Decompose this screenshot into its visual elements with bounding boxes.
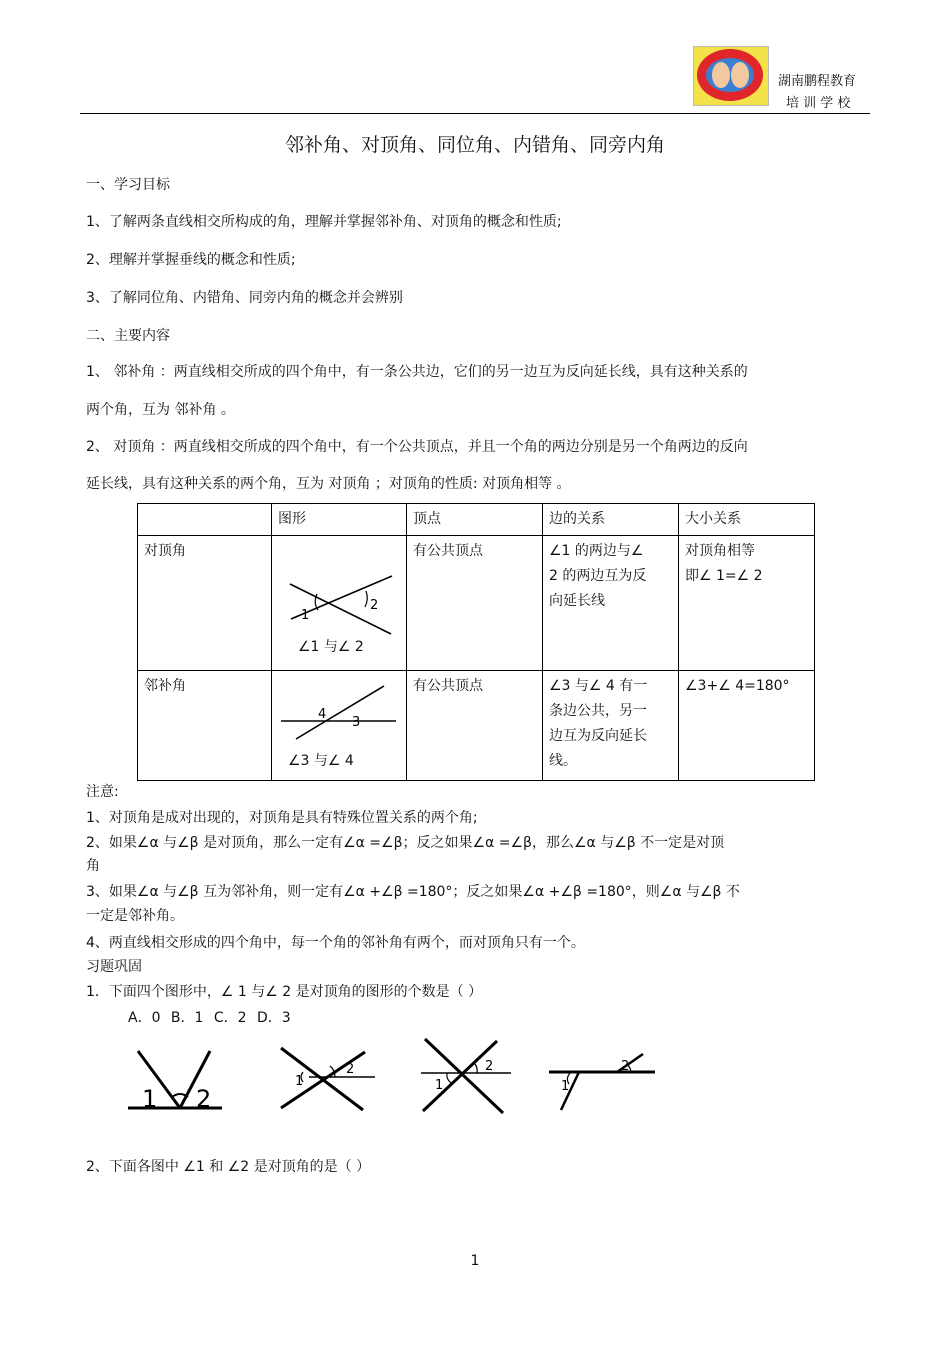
table-cell: 有公共顶点 [407,536,543,671]
table-header-cell: 图形 [272,504,407,536]
cell-text: 向延长线 [549,593,605,609]
fig-d-label-1: 1 [561,1079,570,1094]
table-cell: 有公共顶点 [407,671,543,781]
exercise-figure-a [120,1045,230,1115]
cell-text: 即∠ 1=∠ 2 [685,568,763,584]
section-heading: 二、主要内容 [86,328,170,344]
header-divider [80,113,870,114]
section-heading: 一、学习目标 [86,177,170,193]
table-cell [543,671,679,781]
angle-label-3: 3 [352,715,361,730]
goal-line: 1、了解两条直线相交所构成的角，理解并掌握邻补角、对顶角的概念和性质; [86,214,562,230]
school-logo [693,46,769,106]
goal-line: 2、理解并掌握垂线的概念和性质; [86,252,296,268]
table-cell: ∠3+∠ 4=180° [679,671,815,781]
table-header-cell [138,504,272,536]
fig-d-label-2: 2 [621,1059,630,1074]
table-header-cell: 顶点 [407,504,543,536]
note-line: 角 [86,858,100,874]
question-1-options: A．0 B．1 C．2 D．3 [128,1010,291,1026]
page-number: 1 [470,1253,480,1269]
fig-c-label-1: 1 [435,1078,444,1093]
angle-label-4: 4 [318,707,327,722]
page-title: 邻补角、对顶角、同位角、内错角、同旁内角 [284,134,665,156]
cell-text: ∠1 的两边与∠ [549,543,644,559]
org-name: 湖南鹏程教育 [778,74,857,89]
fig-a-label-2: 2 [196,1085,212,1113]
question-2: 2、下面各图中 ∠1 和 ∠2 是对顶角的是（ ） [86,1159,371,1175]
cell-text: 对顶角相等 [685,543,755,559]
note-line: 2、如果∠α 与∠β 是对顶角，那么一定有∠α =∠β；反之如果∠α =∠β，那么∠α 与∠β 不一定是对顶 [86,835,725,851]
goal-line: 3、了解同位角、内错角、同旁内角的概念并会辨别 [86,290,403,306]
figure-caption: ∠1 与∠ 2 [298,639,364,655]
angle-label-1: 1 [301,608,310,623]
table-header-cell: 大小关系 [679,504,815,536]
question-1: 1．下面四个图形中，∠ 1 与∠ 2 是对顶角的图形的个数是（ ） [86,984,483,1000]
table-cell: 对顶角 [138,536,272,671]
fig-c-label-2: 2 [485,1059,494,1074]
figure-caption: ∠3 与∠ 4 [288,753,354,769]
note-line: 3、如果∠α 与∠β 互为邻补角，则一定有∠α +∠β =180°；反之如果∠α +∠β =180°，则∠α 与∠β 不 [86,884,740,900]
content-line: 2、 对顶角 ：两直线相交所成的四个角中，有一个公共顶点，并且一个角的两边分别是另一个角两边的反向 [86,439,748,455]
table-cell [543,536,679,671]
cell-text: 线。 [549,753,577,769]
fig-b-label-1: 1 [295,1074,304,1089]
table-header-cell: 边的关系 [543,504,679,536]
figure-cell [272,671,407,781]
exercise-heading: 习题巩固 [86,959,142,975]
exercise-figure-b [275,1040,380,1115]
cell-text: 条边公共，另一 [549,703,647,719]
exercise-figure-d [545,1040,660,1115]
cell-text: 2 的两边互为反 [549,568,647,584]
fig-b-label-2: 2 [346,1062,355,1077]
notes-heading: 注意: [86,784,119,800]
cell-text: 边互为反向延长 [549,728,647,744]
content-line: 两个角，互为 邻补角 。 [86,402,235,418]
org-subtitle: 培 训 学 校 [786,96,851,111]
content-line: 延长线，具有这种关系的两个角，互为 对顶角 ；对顶角的性质: 对顶角相等 。 [86,476,571,492]
note-line: 1、对顶角是成对出现的，对顶角是具有特殊位置关系的两个角; [86,810,478,826]
note-line: 4、两直线相交形成的四个角中，每一个角的邻补角有两个，而对顶角只有一个。 [86,935,585,951]
exercise-figure-c [415,1035,520,1115]
table-cell: 邻补角 [138,671,272,781]
table-cell [679,536,815,671]
fig-a-label-1: 1 [142,1085,158,1113]
cell-text: ∠3 与∠ 4 有一 [549,678,648,694]
note-line: 一定是邻补角。 [86,908,184,924]
angle-label-2: 2 [370,598,379,613]
angle-table [137,503,815,781]
content-line: 1、 邻补角 ：两直线相交所成的四个角中，有一条公共边，它们的另一边互为反向延长线，具有这种关系的 [86,364,748,380]
figure-cell [272,536,407,671]
